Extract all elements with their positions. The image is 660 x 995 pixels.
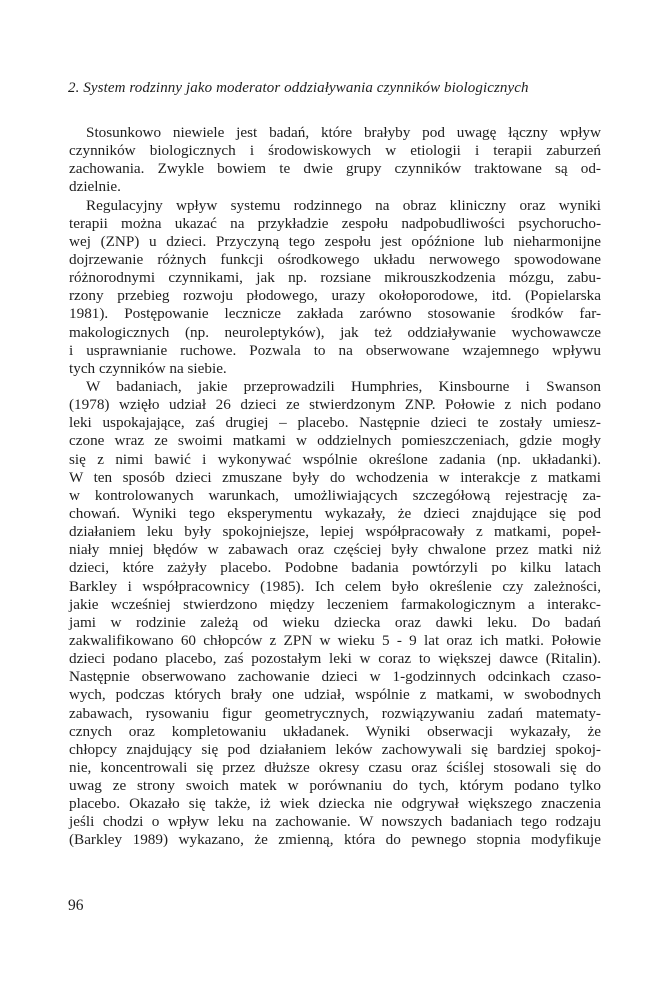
text-line: (1978) wzięło udział 26 dzieci ze stwierdzonym ZNP. Połowie z nich podano [69,396,601,414]
text-line: Regulacyjny wpływ systemu rodzinnego na obraz kliniczny oraz wyniki [86,196,601,214]
text-line: dzieci, które zażyły placebo. Podobne badania powtórzyli po kilku latach [69,559,601,577]
page-number: 96 [68,897,84,914]
text-line: Następnie obserwowano zachowanie dzieci w 1-godzinnych odcinkach czaso- [69,668,601,686]
text-line: 1981). Postępowanie lecznicze zakłada zarówno stosowanie środków far- [69,305,601,323]
text-line: (Barkley 1989) wykazano, że zmienną, która do pewnego stopnia modyfikuje [69,831,601,849]
text-line: dojrzewanie różnych funkcji ośrodkowego układu nerwowego spowodowane [69,250,601,268]
text-line: zabawach, rysowaniu figur geometrycznych, rozwiązywaniu zadań matematy- [69,704,601,722]
text-line: Barkley i współpracownicy (1985). Ich celem było określenie czy zależności, [69,577,601,595]
running-header: 2. System rodzinny jako moderator oddziaływania czynników biologicznych [68,80,529,96]
text-line: w kontrolowanych warunkach, umożliwiających szczegółową rejestrację za- [69,486,601,504]
text-line: terapii można ukazać na przykładzie zespołu nadpobudliwości psychorucho- [69,214,601,232]
text-line: się z nimi bawić i wykonywać wspólnie określone zadania (np. układanki). [69,450,601,468]
text-line: chłopcy znajdujący się pod działaniem leków zachowywali się bardziej spokoj- [69,740,601,758]
text-line: W ten sposób dzieci zmuszane były do wchodzenia w interakcje z matkami [69,468,601,486]
text-line: tych czynników na siebie. [69,359,227,377]
paragraph-2 [69,197,601,378]
text-line: wych, podczas których brały one udział, wspólnie z matkami, w swobodnych [69,686,601,704]
text-line: jakie wcześniej stwierdzono między leczeniem farmakologicznym a interakc- [69,595,601,613]
text-line: nie, koncentrowali się przez dłuższe okresy czasu oraz ściślej stosowali się do [69,758,601,776]
text-line: zakwalifikowano 60 chłopców z ZPN w wieku 5 - 9 lat oraz ich matki. Połowie [69,631,601,649]
text-line: cznych oraz kompletowaniu układanek. Wyniki obserwacji wykazały, że [69,722,601,740]
text-line: różnorodnymi czynnikami, jak np. rozsiane mikrouszkodzenia mózgu, zabu- [69,269,601,287]
paragraph-3 [69,378,601,850]
text-line: wej (ZNP) u dzieci. Przyczyną tego zespołu jest opóźnione lub nieharmonijne [69,232,601,250]
text-line: działaniem leku były spokojniejsze, lepiej współpracowały z matkami, popeł- [69,523,601,541]
text-line: chowań. Wyniki tego eksperymentu wykazały, że dzieci znajdujące się pod [69,504,601,522]
text-line: jami w rodzinie zależą od wieku dziecka oraz dawki leku. Do badań [69,613,601,631]
paragraph-1 [69,124,601,197]
text-line: uwag ze strony swoich matek w porównaniu do tych, którym podano tylko [69,777,601,795]
text-line: leki uspokajające, zaś drugiej – placebo. Następnie dzieci te zostały umiesz- [69,414,601,432]
text-line: niały mniej błędów w zabawach oraz częściej były chwalone przez matki niż [69,541,601,559]
text-line: rzony przebieg rozwoju płodowego, urazy okołoporodowe, itd. (Popielarska [69,287,601,305]
text-line: czone wraz ze swoimi matkami w oddzielnych pomieszczeniach, gdzie mogły [69,432,601,450]
text-line: dzieci podano placebo, zaś pozostałym leki w coraz to większej dawce (Ritalin). [69,650,601,668]
text-line: jeśli chodzi o wpływ leku na zachowanie. W nowszych badaniach tego rodzaju [69,813,601,831]
text-line: dzielnie. [69,178,121,196]
text-line: zachowania. Zwykle bowiem te dwie grupy czynników traktowane są od- [69,160,601,178]
text-line: W badaniach, jakie przeprowadzili Humphries, Kinsbourne i Swanson [86,377,601,395]
text-line: makologicznych (np. neuroleptyków), jak też oddziaływanie wychowawcze [69,323,601,341]
body-text [69,124,601,850]
text-line: Stosunkowo niewiele jest badań, które brałyby pod uwagę łączny wpływ [86,124,601,141]
text-line: placebo. Okazało się także, iż wiek dziecka nie odgrywał większego znaczenia [69,795,601,813]
text-line: czynników biologicznych i środowiskowych w etiologii i terapii zaburzeń [69,142,601,160]
text-line: i usprawnianie ruchowe. Pozwala to na obserwowane wzajemnego wpływu [69,341,601,359]
